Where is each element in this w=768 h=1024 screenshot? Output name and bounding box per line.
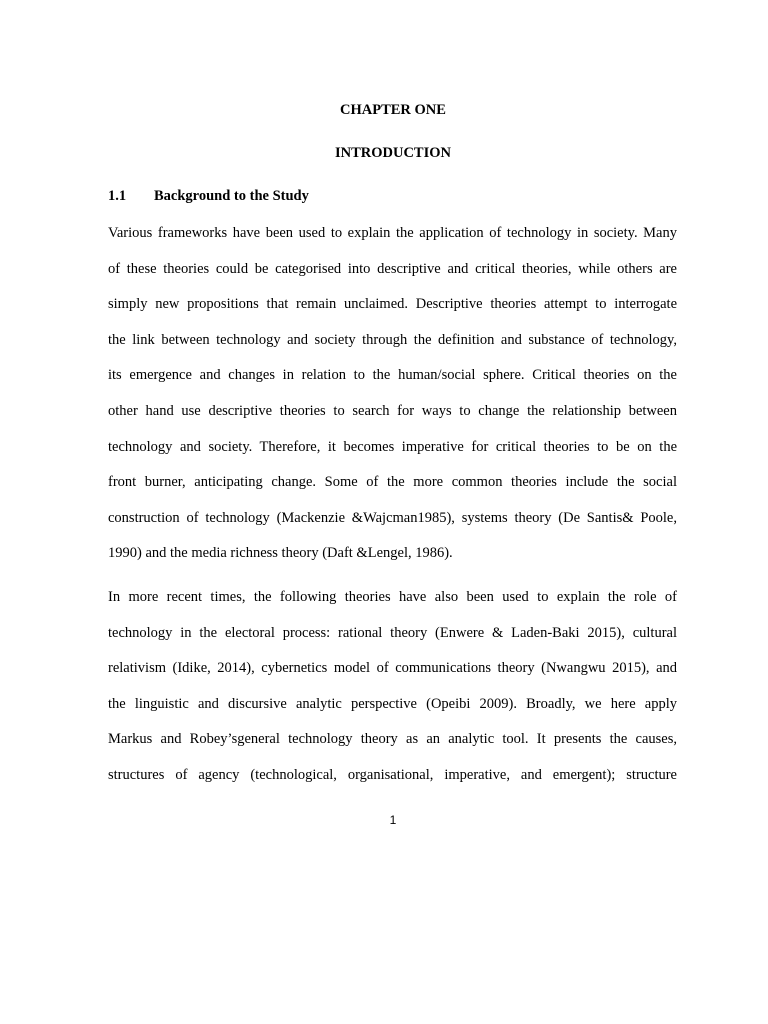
paragraph-line: technology and society. Therefore, it becomes imperative for critical theories to be on the — [108, 438, 677, 455]
paragraph-background — [108, 224, 677, 580]
paragraph-line: other hand use descriptive theories to search for ways to change the relationship between — [108, 402, 677, 419]
paragraph-line: Various frameworks have been used to explain the application of technology in society. Many — [108, 225, 677, 241]
introduction-heading: INTRODUCTION — [334, 145, 451, 161]
paragraph-line: the link between technology and society through the definition and substance of technology, — [108, 331, 677, 348]
section-title: Background to the Study — [154, 188, 309, 204]
paragraph-line: the linguistic and discursive analytic perspective (Opeibi 2009). Broadly, we here apply — [108, 695, 677, 712]
paragraph-line: structures of agency (technological, organisational, imperative, and emergent); structure — [108, 766, 677, 783]
paragraph-line: of these theories could be categorised into descriptive and critical theories, while others are — [108, 260, 677, 277]
paragraph-line: construction of technology (Mackenzie &Wajcman1985), systems theory (De Santis& Poole, — [108, 509, 677, 526]
paragraph-line: relativism (Idike, 2014), cybernetics model of communications theory (Nwangwu 2015), and — [108, 660, 677, 677]
chapter-title: CHAPTER ONE — [340, 102, 446, 118]
paragraph-line: technology in the electoral process: rational theory (Enwere & Laden-Baki 2015), cultural — [108, 624, 677, 641]
paragraph-line: In more recent times, the following theories have also been used to explain the role of — [108, 589, 677, 605]
paragraph-line: 1990) and the media richness theory (Daft &Lengel, 1986). — [108, 545, 453, 562]
paragraph-line: its emergence and changes in relation to the human/social sphere. Critical theories on the — [108, 367, 677, 384]
section-number: 1.1 — [108, 188, 127, 204]
page-number: 1 — [389, 813, 397, 827]
paragraph-line: Markus and Robey’sgeneral technology theory as an analytic tool. It presents the causes, — [108, 731, 677, 748]
paragraph-recent-theories — [108, 588, 677, 802]
paragraph-line: front burner, anticipating change. Some of the more common theories include the social — [108, 474, 677, 491]
section-heading — [108, 187, 309, 205]
paragraph-line: simply new propositions that remain unclaimed. Descriptive theories attempt to interrogate — [108, 296, 677, 313]
